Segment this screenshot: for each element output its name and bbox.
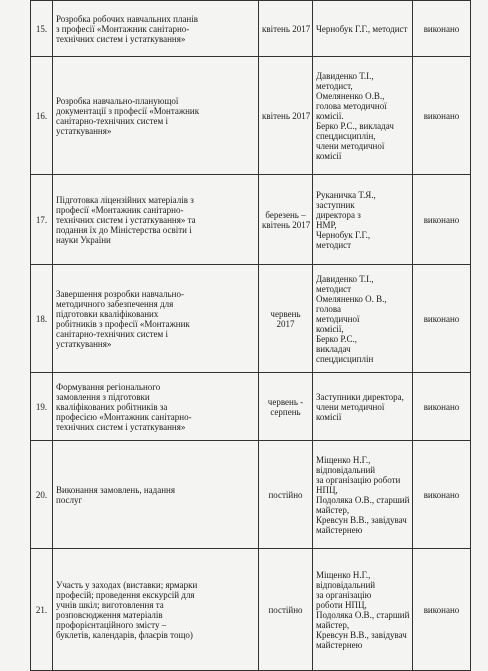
task-term: [259, 57, 313, 175]
status-mark: виконано: [413, 175, 471, 265]
table-row: [31, 373, 471, 441]
responsible-line: Подоляка О.В., старший: [316, 609, 410, 620]
responsible-line: Берко Р.С.,: [316, 333, 357, 344]
term-line: постійно: [268, 604, 303, 615]
responsible-line: майстернею: [316, 524, 363, 535]
responsible-line: члени методичної: [316, 401, 385, 412]
task-line: технічних систем і устаткування»: [56, 421, 186, 432]
task-line: технічних систем і устаткування»: [56, 33, 186, 44]
responsible-line: відповідальний: [316, 464, 376, 475]
responsible-line: методист: [316, 239, 352, 250]
task-line: підготовки кваліфікованих: [56, 308, 159, 319]
responsible-line: НПЦ,: [316, 484, 338, 495]
responsible-line: Берко Р.С., викладач: [316, 120, 394, 131]
responsible-line: майстер,: [316, 504, 350, 515]
task-line: профорієнтаційного змісту –: [56, 619, 167, 630]
table-row: [31, 549, 471, 671]
task-line: професій; проведення екскурсій для: [56, 589, 195, 600]
task-line: Участь у заходах (виставки; ярмарки: [56, 579, 198, 590]
work-plan-table: [30, 0, 471, 671]
row-number: 17.: [31, 175, 53, 265]
row-number: 21.: [31, 549, 53, 671]
responsible-line: Чернобук Г.Г., методист: [316, 23, 408, 34]
responsible-line: голова методичної: [316, 100, 387, 111]
responsible-line: члени методичної: [316, 140, 385, 151]
task-line: санітарно-технічних систем і: [56, 328, 168, 339]
task-line: документації з професії «Монтажник: [56, 105, 200, 116]
task-description: [53, 549, 259, 671]
task-term: [259, 175, 313, 265]
status-mark: виконано: [413, 265, 471, 373]
responsible-line: майстернею: [316, 639, 363, 650]
responsible-persons: [313, 57, 413, 175]
task-line: Формування регіонального: [56, 381, 161, 392]
row-number: 15.: [31, 1, 53, 57]
responsible-persons: [313, 265, 413, 373]
status-mark: виконано: [413, 1, 471, 57]
term-line: серпень: [270, 406, 301, 417]
responsible-line: Омеляненко О. В.,: [316, 293, 387, 304]
responsible-line: комісії: [316, 150, 342, 161]
term-line: квітень 2017: [262, 110, 311, 121]
responsible-line: спецдисциплін,: [316, 130, 376, 141]
responsible-line: НМР,: [316, 219, 337, 230]
responsible-line: за організацію роботи: [316, 474, 401, 485]
responsible-line: методист,: [316, 80, 353, 91]
table-row: [31, 57, 471, 175]
responsible-persons: [313, 549, 413, 671]
responsible-line: голова: [316, 303, 341, 314]
task-line: розповсюдження матеріалів: [56, 609, 163, 620]
task-term: [259, 441, 313, 549]
responsible-line: комісії: [316, 411, 342, 422]
row-number: 18.: [31, 265, 53, 373]
term-line: червень -: [267, 396, 304, 407]
task-line: методичного забезпечення для: [56, 298, 174, 309]
task-line: з професії «Монтажник санітарно-: [56, 23, 190, 34]
term-line: березень –: [265, 209, 306, 220]
responsible-line: відповідальний: [316, 579, 376, 590]
responsible-line: спецдисциплін: [316, 353, 374, 364]
responsible-line: Кревсун В.В., завідувач: [316, 629, 407, 640]
task-description: [53, 1, 259, 57]
task-description: [53, 265, 259, 373]
status-mark: виконано: [413, 373, 471, 441]
responsible-persons: [313, 373, 413, 441]
status-mark: виконано: [413, 441, 471, 549]
responsible-line: директора з: [316, 209, 361, 220]
responsible-line: Чернобук Г.Г.,: [316, 229, 371, 240]
row-number: 16.: [31, 57, 53, 175]
task-line: Розробка робочих навчальних планів: [56, 13, 199, 24]
task-term: [259, 265, 313, 373]
task-term: [259, 549, 313, 671]
task-description: [53, 441, 259, 549]
task-line: робітників з професії «Монтажник: [56, 318, 190, 329]
term-line: постійно: [268, 489, 303, 500]
term-line: квітень 2017: [262, 219, 311, 230]
task-line: устаткування»: [56, 338, 112, 349]
responsible-line: Омеляненко О.В.,: [316, 90, 385, 101]
responsible-line: роботи НПЦ,: [316, 599, 367, 610]
task-description: [53, 175, 259, 265]
work-plan-body: [31, 1, 471, 671]
responsible-line: Заступники директора,: [316, 391, 404, 402]
task-line: науки України: [56, 234, 111, 245]
row-number: 19.: [31, 373, 53, 441]
responsible-line: викладач: [316, 343, 351, 354]
task-line: буклетів, календарів, флаєрів тощо): [56, 629, 193, 640]
task-description: [53, 373, 259, 441]
status-mark: виконано: [413, 57, 471, 175]
responsible-line: майстер,: [316, 619, 350, 630]
responsible-line: Кревсун В.В., завідувач: [316, 514, 407, 525]
responsible-persons: [313, 1, 413, 57]
table-row: [31, 441, 471, 549]
table-row: [31, 1, 471, 57]
responsible-line: Міщенко Н.Г.,: [316, 569, 371, 580]
responsible-line: Руканичка Т.Я.,: [316, 189, 376, 200]
term-line: червень: [270, 308, 301, 319]
task-line: професії «Монтажник санітарно-: [56, 204, 184, 215]
task-line: Завершення розробки навчально-: [56, 288, 184, 299]
responsible-persons: [313, 441, 413, 549]
status-mark: виконано: [413, 549, 471, 671]
task-line: Підготовка ліцензійних матеріалів з: [56, 194, 194, 205]
responsible-line: комісії.: [316, 110, 344, 121]
task-term: [259, 373, 313, 441]
responsible-line: методист: [316, 283, 352, 294]
row-number: 20.: [31, 441, 53, 549]
responsible-line: за організацію: [316, 589, 372, 600]
task-line: технічних систем і устаткування» та: [56, 214, 196, 225]
responsible-line: заступник: [316, 199, 355, 210]
task-line: учнів шкіл; виготовлення та: [56, 599, 164, 610]
responsible-line: Давиденко Т.І.,: [316, 273, 374, 284]
task-line: Виконання замовлень, надання: [56, 484, 176, 495]
term-line: 2017: [276, 318, 295, 329]
task-line: устаткування»: [56, 125, 112, 136]
responsible-line: Давиденко Т.І.,: [316, 70, 374, 81]
responsible-line: методичної: [316, 313, 360, 324]
table-row: [31, 265, 471, 373]
task-line: подання їх до Міністерства освіти і: [56, 224, 192, 235]
responsible-persons: [313, 175, 413, 265]
term-line: квітень 2017: [262, 23, 311, 34]
task-description: [53, 57, 259, 175]
task-line: Розробка навчально-планующої: [56, 95, 179, 106]
task-line: професією «Монтажник санітарно-: [56, 411, 192, 422]
task-line: послуг: [56, 494, 83, 505]
responsible-line: комісії,: [316, 323, 344, 334]
task-line: кваліфікованих робітників за: [56, 401, 168, 412]
task-term: [259, 1, 313, 57]
task-line: санітарно-технічних систем і: [56, 115, 168, 126]
responsible-line: Міщенко Н.Г.,: [316, 454, 371, 465]
table-row: [31, 175, 471, 265]
task-line: замовлення з підготовки: [56, 391, 150, 402]
responsible-line: Подоляка О.В., старший: [316, 494, 410, 505]
